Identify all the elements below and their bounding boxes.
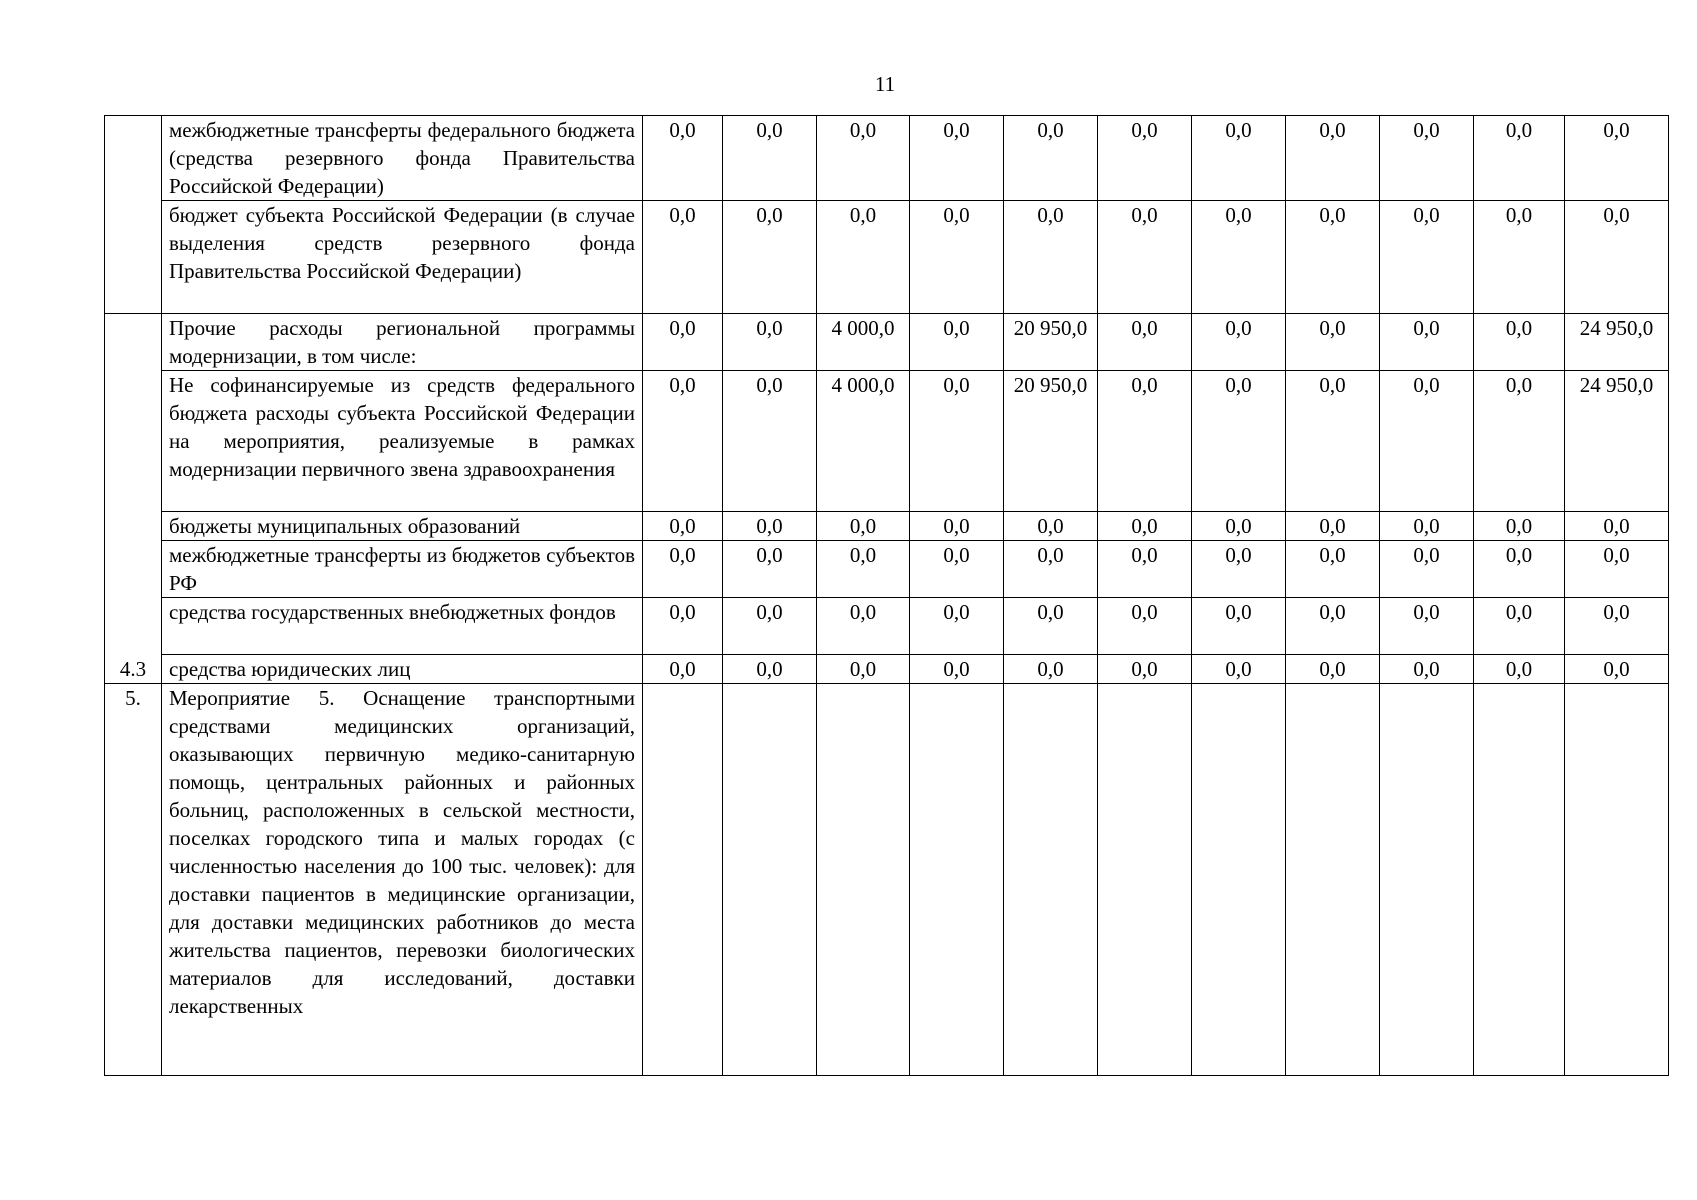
- value-cell: 0,0: [1380, 314, 1474, 371]
- value-cell: 0,0: [1286, 371, 1380, 512]
- value-cell: 0,0: [1565, 512, 1669, 541]
- value-cell: [910, 684, 1004, 1076]
- table-row: [105, 371, 1669, 512]
- value-cell: 0,0: [723, 655, 817, 684]
- value-cell: 0,0: [1004, 598, 1098, 655]
- table-row: [105, 541, 1669, 598]
- value-cell: [723, 684, 817, 1076]
- value-cell: 0,0: [910, 201, 1004, 314]
- value-cell: 0,0: [1380, 541, 1474, 598]
- value-cell: 0,0: [1565, 655, 1669, 684]
- value-cell: 0,0: [1380, 655, 1474, 684]
- value-cell: 0,0: [1098, 655, 1192, 684]
- description-cell: Не софинансируемые из средств федерального бюджета расходы субъекта Российской Федерации на мероприятия, реализуемые в рамках модернизации первичного звена здравоохранения: [162, 371, 643, 512]
- value-cell: 0,0: [1192, 655, 1286, 684]
- value-cell: 0,0: [643, 598, 723, 655]
- value-cell: 0,0: [1192, 116, 1286, 201]
- value-cell: 0,0: [723, 371, 817, 512]
- table-row: [105, 314, 1669, 371]
- value-cell: 0,0: [910, 541, 1004, 598]
- value-cell: [817, 684, 910, 1076]
- value-cell: 0,0: [723, 314, 817, 371]
- value-cell: 0,0: [1474, 371, 1565, 512]
- value-cell: 0,0: [723, 201, 817, 314]
- value-cell: 0,0: [723, 512, 817, 541]
- value-cell: 0,0: [1098, 201, 1192, 314]
- value-cell: 0,0: [910, 598, 1004, 655]
- value-cell: 0,0: [723, 541, 817, 598]
- description-cell: средства юридических лиц: [162, 655, 643, 684]
- description-cell: межбюджетные трансферты из бюджетов субъектов РФ: [162, 541, 643, 598]
- description-cell: Прочие расходы региональной программы модернизации, в том числе:: [162, 314, 643, 371]
- value-cell: 0,0: [817, 512, 910, 541]
- value-cell: 0,0: [910, 314, 1004, 371]
- value-cell: 0,0: [1474, 598, 1565, 655]
- value-cell: 0,0: [1286, 314, 1380, 371]
- value-cell: 0,0: [1098, 512, 1192, 541]
- value-cell: 0,0: [1004, 512, 1098, 541]
- value-cell: 0,0: [643, 371, 723, 512]
- value-cell: 0,0: [817, 655, 910, 684]
- value-cell: 0,0: [1004, 116, 1098, 201]
- value-cell: 0,0: [1380, 512, 1474, 541]
- value-cell: 4 000,0: [817, 314, 910, 371]
- value-cell: 0,0: [1004, 541, 1098, 598]
- value-cell: 0,0: [723, 116, 817, 201]
- value-cell: 0,0: [1286, 541, 1380, 598]
- value-cell: 0,0: [1192, 598, 1286, 655]
- value-cell: 0,0: [1474, 201, 1565, 314]
- description-cell: средства государственных внебюджетных фондов: [162, 598, 643, 655]
- value-cell: 0,0: [1098, 371, 1192, 512]
- value-cell: [1565, 684, 1669, 1076]
- value-cell: 24 950,0: [1565, 371, 1669, 512]
- value-cell: [1380, 684, 1474, 1076]
- value-cell: [1098, 684, 1192, 1076]
- value-cell: [643, 684, 723, 1076]
- value-cell: 0,0: [643, 314, 723, 371]
- table-row: [105, 201, 1669, 314]
- value-cell: 0,0: [1474, 541, 1565, 598]
- value-cell: 0,0: [643, 541, 723, 598]
- value-cell: 0,0: [1474, 314, 1565, 371]
- value-cell: 0,0: [1286, 655, 1380, 684]
- value-cell: [1474, 684, 1565, 1076]
- value-cell: 0,0: [1098, 598, 1192, 655]
- value-cell: 0,0: [643, 512, 723, 541]
- table-row: [105, 116, 1669, 201]
- value-cell: 4 000,0: [817, 371, 910, 512]
- value-cell: 0,0: [643, 201, 723, 314]
- value-cell: 0,0: [1286, 512, 1380, 541]
- value-cell: 0,0: [1286, 201, 1380, 314]
- table-row: [105, 598, 1669, 655]
- value-cell: 0,0: [1098, 116, 1192, 201]
- value-cell: 0,0: [910, 116, 1004, 201]
- value-cell: 0,0: [1098, 314, 1192, 371]
- value-cell: [1286, 684, 1380, 1076]
- value-cell: 0,0: [1565, 201, 1669, 314]
- description-cell: бюджеты муниципальных образований: [162, 512, 643, 541]
- value-cell: 0,0: [1192, 314, 1286, 371]
- value-cell: 0,0: [1380, 371, 1474, 512]
- description-cell: Мероприятие 5. Оснащение транспортными средствами медицинских организаций, оказывающих первичную медико-санитарную помощь, центральных районных и районных больниц, расположенных в сельской местности, поселках городского типа и малых городах (с численностью населения до 100 тыс. человек): для доставки пациентов в медицинские организации, для доставки медицинских работников до места жительства пациентов, перевозки биологических материалов для исследований, доставки лекарственных: [162, 684, 643, 1076]
- value-cell: 0,0: [910, 371, 1004, 512]
- value-cell: 24 950,0: [1565, 314, 1669, 371]
- value-cell: 0,0: [1192, 371, 1286, 512]
- value-cell: 0,0: [1474, 512, 1565, 541]
- table-body: [105, 116, 1669, 1076]
- value-cell: 0,0: [1380, 201, 1474, 314]
- value-cell: 0,0: [817, 201, 910, 314]
- row-index-cell: 5.: [105, 684, 162, 1076]
- value-cell: 0,0: [817, 541, 910, 598]
- table-row: [105, 655, 1669, 684]
- value-cell: 20 950,0: [1004, 371, 1098, 512]
- value-cell: 0,0: [643, 655, 723, 684]
- value-cell: 0,0: [1380, 598, 1474, 655]
- value-cell: 0,0: [1565, 598, 1669, 655]
- value-cell: 0,0: [723, 598, 817, 655]
- description-cell: бюджет субъекта Российской Федерации (в случае выделения средств резервного фонда Правительства Российской Федерации): [162, 201, 643, 314]
- value-cell: 0,0: [1098, 541, 1192, 598]
- value-cell: 0,0: [1565, 541, 1669, 598]
- value-cell: 0,0: [910, 655, 1004, 684]
- table-row: [105, 684, 1669, 1076]
- budget-table: [104, 115, 1669, 1076]
- value-cell: 0,0: [817, 598, 910, 655]
- value-cell: [1004, 684, 1098, 1076]
- row-index-cell: 4.3: [105, 314, 162, 684]
- value-cell: 0,0: [817, 116, 910, 201]
- value-cell: 0,0: [1474, 655, 1565, 684]
- value-cell: 0,0: [1474, 116, 1565, 201]
- value-cell: 0,0: [643, 116, 723, 201]
- value-cell: 0,0: [1286, 598, 1380, 655]
- page-number: 11: [874, 72, 896, 96]
- row-index-cell: [105, 116, 162, 314]
- value-cell: 0,0: [1004, 201, 1098, 314]
- value-cell: 0,0: [910, 512, 1004, 541]
- description-cell: межбюджетные трансферты федерального бюджета (средства резервного фонда Правительства Российской Федерации): [162, 116, 643, 201]
- value-cell: 0,0: [1192, 201, 1286, 314]
- value-cell: 0,0: [1192, 541, 1286, 598]
- value-cell: 0,0: [1286, 116, 1380, 201]
- value-cell: 20 950,0: [1004, 314, 1098, 371]
- value-cell: [1192, 684, 1286, 1076]
- value-cell: 0,0: [1565, 116, 1669, 201]
- value-cell: 0,0: [1004, 655, 1098, 684]
- value-cell: 0,0: [1380, 116, 1474, 201]
- value-cell: 0,0: [1192, 512, 1286, 541]
- table-row: [105, 512, 1669, 541]
